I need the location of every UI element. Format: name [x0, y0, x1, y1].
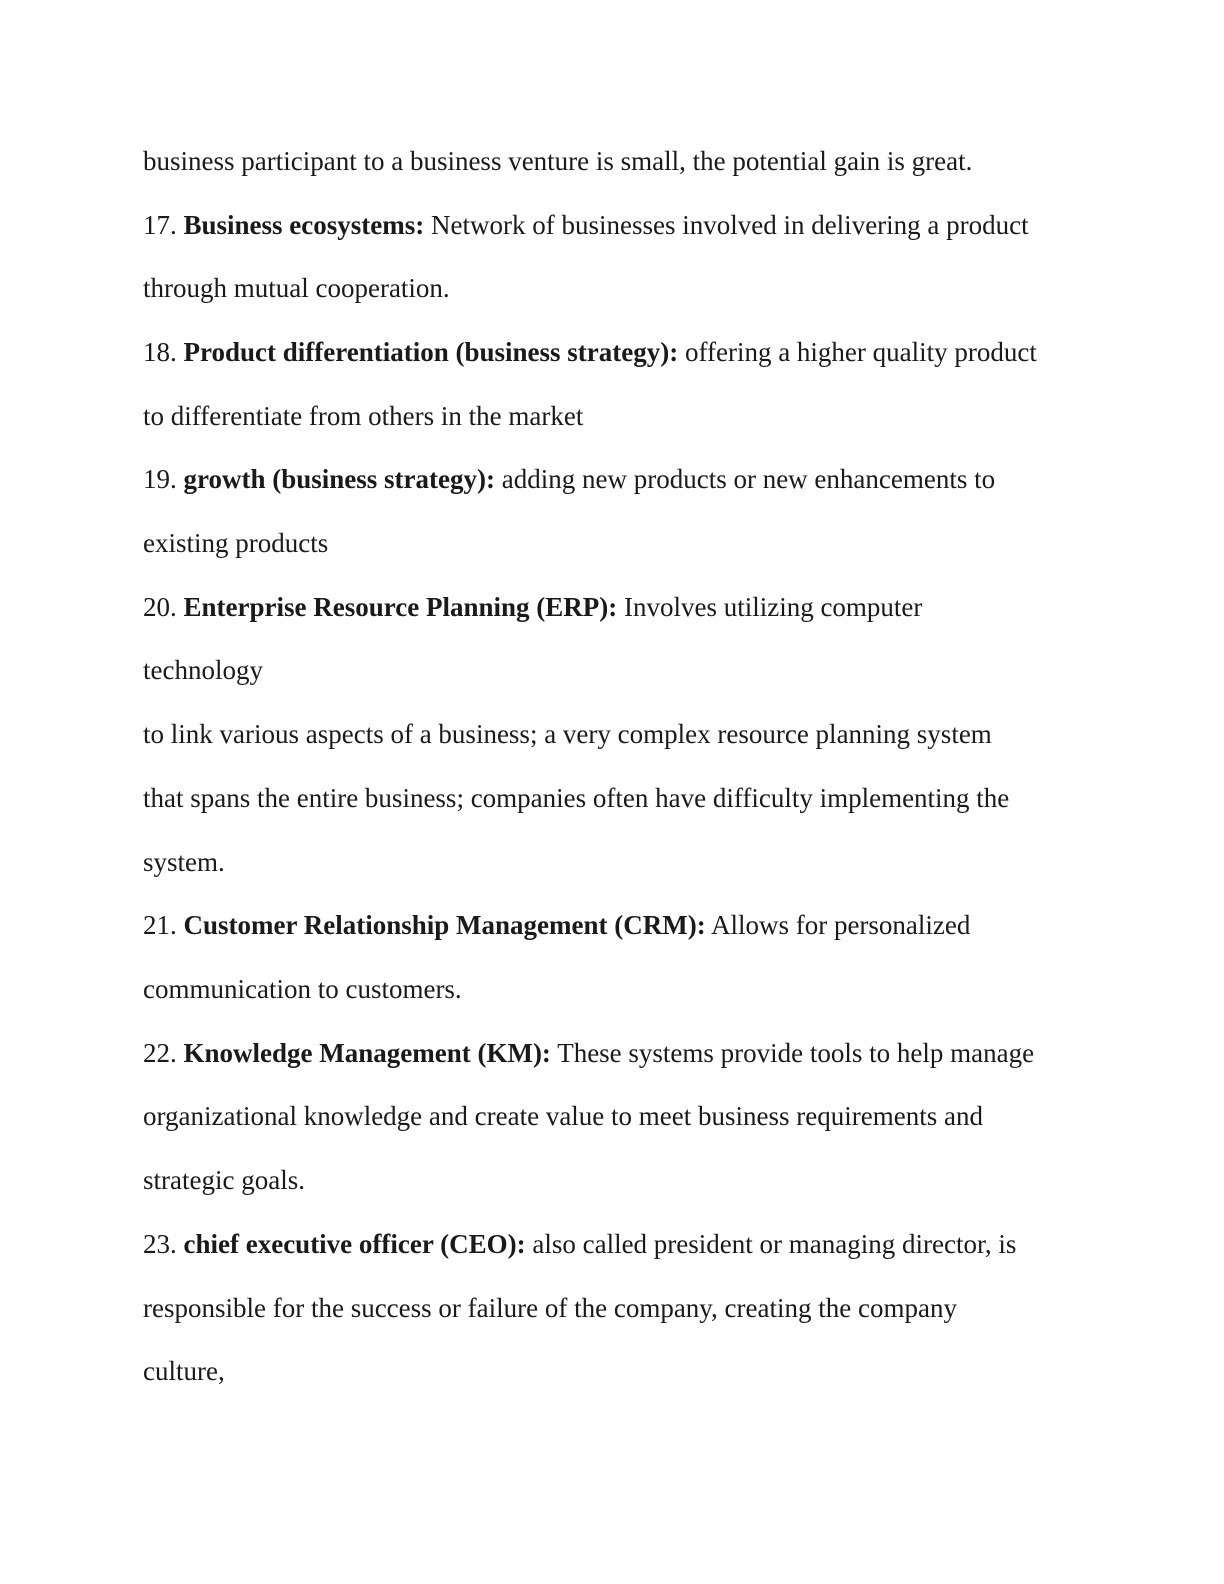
definition-text: to differentiate from others in the market [143, 401, 584, 431]
definition-text: business participant to a business venture is small, the potential gain is great. [143, 146, 973, 176]
text-line [143, 336, 1037, 368]
text-line [143, 1292, 957, 1324]
text-line [143, 463, 995, 495]
term: Product differentiation (business strategy): [183, 337, 679, 367]
item-number: 18. [143, 337, 184, 367]
term: Enterprise Resource Planning (ERP): [183, 592, 618, 622]
text-line [143, 718, 992, 750]
item-number: 20. [143, 592, 184, 622]
item-number: 23. [143, 1229, 184, 1259]
term: growth (business strategy): [183, 464, 495, 494]
text-line [143, 782, 1009, 814]
definition-text: organizational knowledge and create value to meet business requirements and [143, 1101, 983, 1131]
text-line [143, 1100, 983, 1132]
definition-text: offering a higher quality product [678, 337, 1037, 367]
text-line [143, 145, 972, 177]
text-line [143, 654, 263, 686]
definition-text: Network of businesses involved in delivering a product [424, 210, 1029, 240]
definition-text: existing products [143, 528, 329, 558]
term: Business ecosystems: [183, 210, 425, 240]
definition-text: These systems provide tools to help manage [550, 1038, 1035, 1068]
definition-text: Allows for personalized [705, 910, 971, 940]
definition-text: adding new products or new enhancements to [495, 464, 996, 494]
item-number: 21. [143, 910, 184, 940]
text-line [143, 973, 462, 1005]
text-line [143, 846, 225, 878]
term: Knowledge Management (KM): [183, 1038, 551, 1068]
text-line [143, 1228, 1016, 1260]
definition-text: that spans the entire business; companies often have difficulty implementing the [143, 783, 1010, 813]
definition-text: communication to customers. [143, 974, 462, 1004]
definition-text: also called president or managing director, is [525, 1229, 1017, 1259]
definition-text: strategic goals. [143, 1165, 305, 1195]
text-line [143, 209, 1029, 241]
definition-text: system. [143, 847, 225, 877]
item-number: 22. [143, 1038, 184, 1068]
definition-text: responsible for the success or failure of the company, creating the company [143, 1293, 957, 1323]
text-line [143, 1037, 1034, 1069]
text-line [143, 272, 450, 304]
definition-text: Involves utilizing computer [617, 592, 923, 622]
item-number: 17. [143, 210, 184, 240]
text-line [143, 1164, 305, 1196]
definition-text: to link various aspects of a business; a very complex resource planning system [143, 719, 992, 749]
definition-text: through mutual cooperation. [143, 273, 450, 303]
text-line [143, 527, 328, 559]
text-line [143, 909, 970, 941]
text-line [143, 400, 583, 432]
term: Customer Relationship Management (CRM): [183, 910, 706, 940]
text-line [143, 1355, 225, 1387]
term: chief executive officer (CEO): [183, 1229, 526, 1259]
definition-text: technology [143, 655, 263, 685]
text-line [143, 591, 922, 623]
definition-text: culture, [143, 1356, 225, 1386]
item-number: 19. [143, 464, 184, 494]
